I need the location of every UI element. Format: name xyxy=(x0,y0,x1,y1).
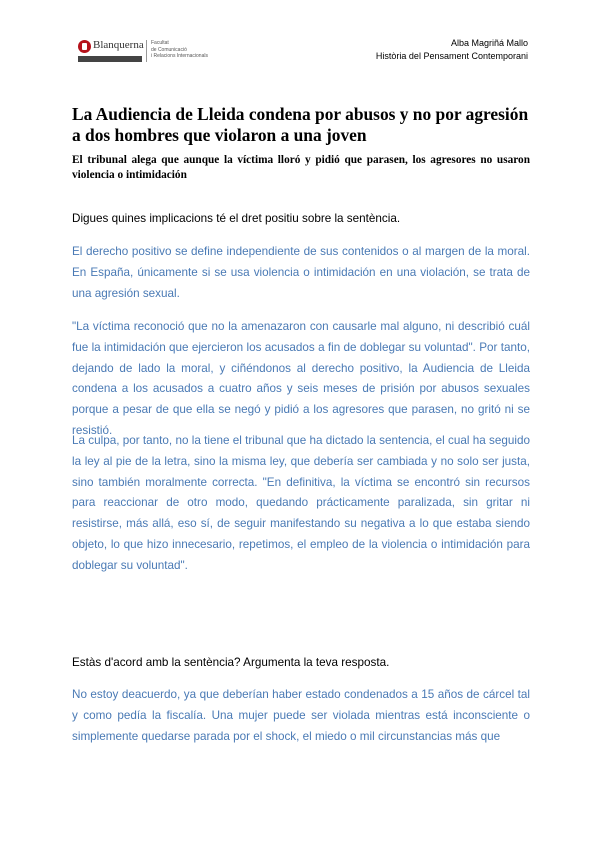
question-2: Estàs d'acord amb la sentència? Argumenta la teva resposta. xyxy=(72,656,390,669)
logo-bar xyxy=(78,56,142,62)
blanquerna-logo xyxy=(78,38,218,66)
blanquerna-logo-icon xyxy=(78,40,91,53)
author-name: Alba Magriñá Mallo xyxy=(450,38,528,48)
course-name: Història del Pensament Contemporani xyxy=(375,51,528,61)
logo-name: Blanquerna xyxy=(93,39,144,51)
logo-divider xyxy=(146,40,147,62)
article-subtitle: El tribunal alega que aunque la víctima lloró y pidió que parasen, los agresores no usaron violencia o intimidación xyxy=(72,154,530,181)
answer-2-paragraph-1: No estoy deacuerdo, ya que deberían haber estado condenados a 15 años de cárcel tal y como pedía la fiscalía. Una mujer puede ser violada mientras está inconsciente o simplemente quedarse parada por el shock, el miedo o mil circunstancias más que xyxy=(72,688,530,743)
logo-faculty-text: Facultat de Comunicació i Relacions Internacionals xyxy=(151,40,208,59)
answer-1-paragraph-3: La culpa, por tanto, no la tiene el tribunal que ha dictado la sentencia, el cual ha seguido la ley al pie de la letra, sino la misma ley, que debería ser cambiada y no solo ser justa, sino también moralmente correcta. "En definitiva, la víctima se encontró sin recursos para reaccionar de otro modo, quedando prácticamente paralizada, sin gritar ni resistirse, más allá, eso sí, de seguir manifestando su negativa a lo que estaba siendo objeto, lo que hizo innecesario, repetimos, el empleo de la violencia o intimidación para doblegar su voluntad". xyxy=(72,434,530,572)
article-title: La Audiencia de Lleida condena por abusos y no por agresión a dos hombres que violaron a una joven xyxy=(72,104,529,145)
document-header xyxy=(376,37,528,63)
answer-1-paragraph-2: "La víctima reconoció que no la amenazaron con causarle mal alguno, ni describió cuál fue la intimidación que ejercieron los acusados a fin de doblegar su voluntad". Por tanto, dejando de lado la moral, y ciñéndonos al derecho positivo, la Audiencia de Lleida condena a los acusados a cuatro años y seis meses de prisión por abusos sexuales porque a pesar de que ella se negó y pidió a los agresores que parasen, no gritó ni se resistió. xyxy=(72,320,530,437)
answer-1-paragraph-1: El derecho positivo se define independiente de sus contenidos o al margen de la moral. En España, únicamente si se usa violencia o intimidación en una violación, se trata de una agresión sexual. xyxy=(72,245,530,300)
question-1: Digues quines implicacions té el dret positiu sobre la sentència. xyxy=(72,212,401,225)
